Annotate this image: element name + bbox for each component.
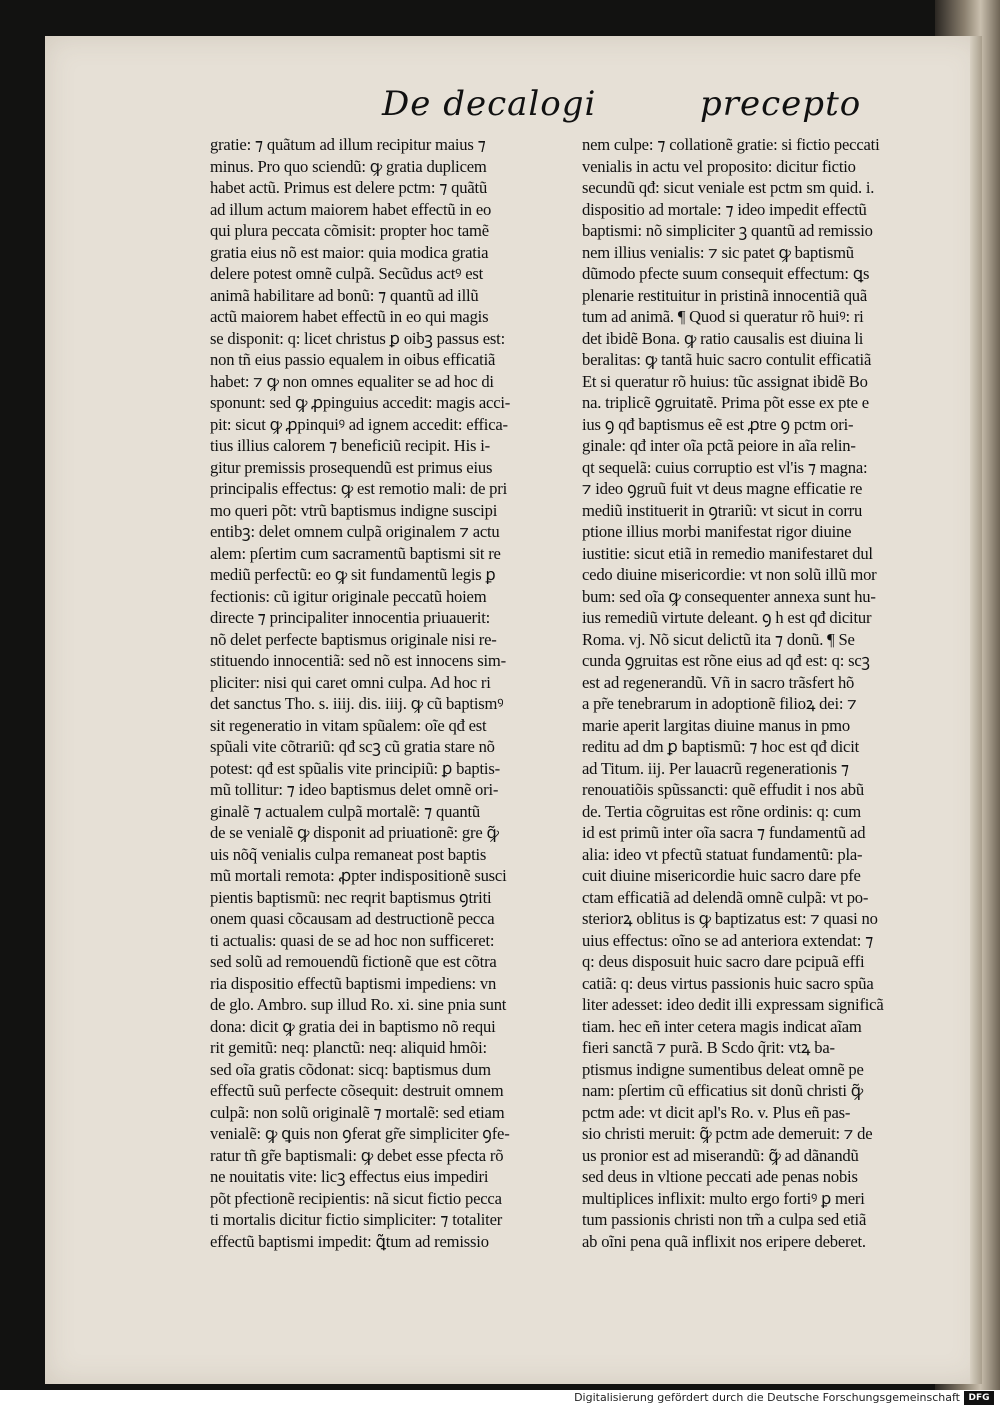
text-line: uis nõq̃ venialis culpa remaneat post baptis — [210, 844, 487, 864]
text-line: mediũ instituerit in ꝯtrariũ: vt sicut in corru — [582, 500, 863, 520]
text-line: ptione illius morbi manifestat rigor diuine — [582, 522, 852, 541]
text-line: culpã: non solũ originalẽ ⁊ mortalẽ: sed etiam — [210, 1102, 505, 1122]
text-line: steriorꝝ oblitus is ꝙ baptizatus est: ⁊ quasi no — [582, 909, 878, 928]
dfg-logo: DFG — [964, 1391, 994, 1405]
text-line: na. triplicẽ ꝯgruitatẽ. Prima põt esse ex pte e — [582, 393, 869, 412]
text-line: tum passionis christi non tm̃ a culpa sed etiã — [582, 1210, 867, 1229]
text-line: se disponit: q: licet christus ꝑ oibꝫ passus est: — [210, 328, 505, 348]
text-line: baptismi: nõ simpliciter ꝫ quantũ ad remissio — [582, 221, 873, 240]
text-line: potest: qđ est spũalis vite principiũ: ꝑ baptis- — [210, 758, 500, 778]
text-line: gitur premissis prosequendũ est primus eius — [210, 457, 493, 477]
text-line: nam: pſertim cũ efficatius sit donũ christi ꝙ̃ — [582, 1081, 864, 1100]
text-line: habet: ⁊ ꝙ non omnes equaliter se ad hoc di — [210, 371, 494, 391]
text-line: nõ delet perfecte baptismus originale nisi re- — [210, 629, 497, 649]
text-line: effectũ suũ perfecte cõsequit: destruit omnem — [210, 1081, 504, 1100]
text-line: venialis in actu vel proposito: dicitur fictio — [582, 156, 856, 176]
text-line: liter adesset: ideo dedit illi expressam significã — [582, 995, 884, 1014]
text-line: est ad regenerandũ. Vñ in sacro trãsfert hõ — [582, 672, 855, 692]
text-line: ginalẽ ⁊ actualem culpã mortalẽ: ⁊ quantũ — [210, 801, 481, 821]
text-line: ti mortalis dicitur fictio simpliciter: ⁊ totaliter — [210, 1210, 503, 1229]
text-line: ius remediũ virtute deleant. ꝯ h est qđ dicitur — [582, 608, 872, 627]
text-line: beralitas: ꝙ tantã huic sacro contulit efficatiã — [582, 350, 872, 369]
text-line: pctm ade: vt dicit apl's Ro. v. Plus eñ pas- — [582, 1102, 851, 1122]
text-line: us pronior est ad miserandũ: ꝙ̃ ad dãnandũ — [582, 1145, 859, 1165]
text-line: ginale: qđ inter oĩa pctã peiore in aĩa relin- — [582, 436, 856, 455]
text-line: mũ tollitur: ⁊ ideo baptismus delet omnẽ ori- — [210, 780, 499, 799]
text-line: marie aperit largitas diuine manus in pmo — [582, 715, 850, 735]
text-line: tiam. hec eñ inter cetera magis indicat aĩam — [582, 1016, 862, 1036]
text-line: ratur tñ gr̃e baptismali: ꝙ debet esse pfecta rõ — [210, 1145, 504, 1165]
text-line: habet actũ. Primus est delere pctm: ⁊ quãtũ — [210, 178, 488, 197]
text-line: sed solũ ad remouendũ fictionẽ que est cõtra — [210, 952, 497, 971]
text-line: ab oĩni pena quã inflixit nos eripere deberet. — [582, 1231, 866, 1251]
text-line: tius illius calorem ⁊ beneficiũ recipit. His i- — [210, 436, 490, 455]
text-line: ria dispositio effectũ baptismi impediens: vn — [210, 973, 497, 993]
text-line: det ibidẽ Bona. ꝙ ratio causalis est diuina li — [582, 328, 864, 348]
text-line: Roma. vj. Nõ sicut delictũ ita ⁊ donũ. ¶ Se — [582, 629, 855, 649]
text-line: venialẽ: ꝙ ꝗuis non ꝯferat gr̃e simpliciter ꝯfe- — [210, 1124, 510, 1143]
page-edge — [970, 36, 982, 1384]
text-line: ius ꝯ qđ baptismus eẽ est ꝓtre ꝯ pctm ori- — [582, 414, 854, 434]
text-line: principalis effectus: ꝙ est remotio mali: de pri — [210, 479, 508, 498]
running-head-left: De decalogi — [382, 84, 597, 124]
text-line: id est primũ inter oĩa sacra ⁊ fundamentũ ad — [582, 823, 866, 842]
text-line: Et si queratur rõ huius: tũc assignat ibidẽ Bo — [582, 371, 868, 391]
funding-credit: Digitalisierung gefördert durch die Deutsche Forschungsgemeinschaft — [574, 1391, 960, 1404]
text-line: de. Tertia cõgruitas est rõne ordinis: q: cum — [582, 801, 861, 821]
text-column-right — [582, 134, 957, 1252]
text-line: uius effectus: oĩno se ad anteriora extendat: ⁊ — [582, 930, 874, 950]
text-line: effectũ baptismi impedit: ꝗ̃tum ad remissio — [210, 1231, 489, 1251]
text-line: det sanctus Tho. s. iiij. dis. iiij. ꝙ cũ baptismꝰ — [210, 694, 504, 713]
text-line: plenarie restituitur in pristinã innocentiã quã — [582, 285, 868, 305]
text-line: actũ maiorem habet effectũ in eo qui magis — [210, 307, 489, 326]
text-line: rit gemitũ: neq: planctũ: neq: aliquid hmõi: — [210, 1038, 487, 1057]
text-line: sio christi meruit: ꝙ̃ pctm ade demeruit: ⁊ de — [582, 1124, 873, 1143]
text-line: a pr̃e tenebrarum in adoptionẽ filioꝝ dei: ⁊ — [582, 694, 857, 713]
text-line: ad Titum. iij. Per lauacrũ regenerationis ⁊ — [582, 758, 849, 778]
text-column-left — [210, 134, 572, 1252]
text-line: gratia eius nõ est maior: quia modica gratia — [210, 242, 489, 262]
text-line: alia: ideo vt pfectũ statuat fundamentũ: pla- — [582, 844, 863, 864]
text-line: iustitie: sicut etiã in remedio manifestaret dul — [582, 543, 873, 563]
text-line: dona: dicit ꝙ gratia dei in baptismo nõ requi — [210, 1016, 496, 1036]
text-line: delere potest omnẽ culpã. Secũdus actꝰ est — [210, 264, 484, 283]
text-line: ad illum actum maiorem habet effectũ in eo — [210, 199, 492, 219]
text-line: fieri sanctã ⁊ purã. B Scdo q̃rit: vtꝝ ba- — [582, 1038, 835, 1057]
text-line: sed deus in vltione peccati ade penas nobis — [582, 1167, 858, 1186]
text-line: renouatiõis spũssancti: quẽ effudit i nos abũ — [582, 780, 864, 799]
text-line: qui plura peccata cõmisit: propter hoc tamẽ — [210, 221, 489, 240]
text-line: ne nouitatis vite: licꝫ effectus eius impediri — [210, 1167, 489, 1186]
text-line: entibꝫ: delet omnem culpã originalem ⁊ actu — [210, 522, 500, 541]
text-line: pientis baptismũ: nec reqrit baptismus ꝯtriti — [210, 887, 492, 907]
text-line: multiplices inflixit: multo ergo fortiꝰ ꝑ meri — [582, 1188, 865, 1208]
text-line: ptismus indigne sumentibus deleat omnẽ pe — [582, 1059, 864, 1079]
footer-bar — [0, 1390, 1000, 1407]
text-line: reditu ad dm ꝑ baptismũ: ⁊ hoc est qđ dicit — [582, 737, 860, 756]
text-line: stituendo innocentiã: sed nõ est innocens sim- — [210, 651, 506, 670]
text-line: onem quasi cõcausam ad destructionẽ pecca — [210, 909, 495, 928]
text-line: pliciter: nisi qui caret omni culpa. Ad hoc ri — [210, 672, 491, 692]
text-line: q: deus disposuit huic sacro dare pcipuã effi — [582, 952, 865, 971]
text-line: nem culpe: ⁊ collationẽ gratie: si fictio peccati — [582, 135, 880, 154]
text-line: ti actualis: quasi de se ad hoc non sufficeret: — [210, 930, 495, 950]
text-line: ⁊ ideo ꝯgruũ fuit vt deus magne efficatie re — [582, 479, 863, 498]
text-line: gratie: ⁊ quãtum ad illum recipitur maius ⁊ — [210, 135, 486, 154]
text-line: catiã: q: deus virtus passionis huic sacro spũa — [582, 973, 874, 993]
text-line: tum ad animã. ¶ Quod si queratur rõ huiꝰ: ri — [582, 307, 864, 326]
text-line: cunda ꝯgruitas est rõne eius ad qđ est: q: scꝫ — [582, 651, 870, 670]
text-line: fectionis: cũ igitur originale peccatũ hoiem — [210, 586, 487, 606]
text-line: dũmodo pfecte suum consequit effectum: ꝗs — [582, 264, 870, 283]
text-line: spũali vite cõtrariũ: qđ scꝫ cũ gratia stare nõ — [210, 737, 495, 756]
text-line: alem: pſertim cum sacramentũ baptismi sit re — [210, 543, 501, 563]
text-line: bum: sed oĩa ꝙ consequenter annexa sunt hu- — [582, 586, 876, 606]
text-line: põt pfectionẽ recipientis: nã sicut fictio pecca — [210, 1188, 502, 1208]
text-line: sit regeneratio in vitam spũalem: oĩe qđ est — [210, 715, 487, 735]
text-line: nem illius venialis: ⁊ sic patet ꝙ baptismũ — [582, 242, 854, 262]
text-line: secundũ qđ: sicut veniale est pctm sm quid. i. — [582, 178, 875, 197]
text-line: sponunt: sed ꝙ ꝓpinguius accedit: magis acci- — [210, 393, 511, 412]
text-line: de se venialẽ ꝙ disponit ad priuationẽ: gre ꝙ̃ — [210, 823, 499, 842]
text-line: ctam efficatiã ad delendã omnẽ culpã: vt po- — [582, 887, 869, 907]
running-head-right: precepto — [700, 84, 862, 124]
text-line: sed oĩa gratis cõdonat: sicq: baptismus dum — [210, 1059, 491, 1079]
text-line: non tñ eius passio equalem in oibus efficatiã — [210, 350, 496, 369]
text-line: cuit diuine misericordie huic sacro dare pfe — [582, 866, 861, 885]
text-line: animã habilitare ad bonũ: ⁊ quantũ ad illũ — [210, 285, 479, 305]
text-line: directe ⁊ principaliter innocentia priuauerit: — [210, 608, 491, 627]
text-line: cedo diuine misericordie: vt non solũ illũ mor — [582, 565, 877, 584]
text-line: pit: sicut ꝙ ꝓpinquiꝰ ad ignem accedit: effica- — [210, 414, 508, 434]
text-line: minus. Pro quo sciendũ: ꝙ gratia duplicem — [210, 156, 487, 176]
text-line: mo queri põt: vtrũ baptismus indigne suscipi — [210, 500, 498, 520]
text-line: mũ mortali remota: ꝓpter indispositionẽ susci — [210, 866, 507, 885]
text-line: qt sequelã: cuius corruptio est vl'is ⁊ magna: — [582, 457, 868, 477]
text-line: mediũ perfectũ: eo ꝙ sit fundamentũ legis ꝑ — [210, 565, 496, 584]
text-line: de glo. Ambro. sup illud Ro. xi. sine pnia sunt — [210, 995, 507, 1014]
text-line: dispositio ad mortale: ⁊ ideo impedit effectũ — [582, 199, 867, 219]
